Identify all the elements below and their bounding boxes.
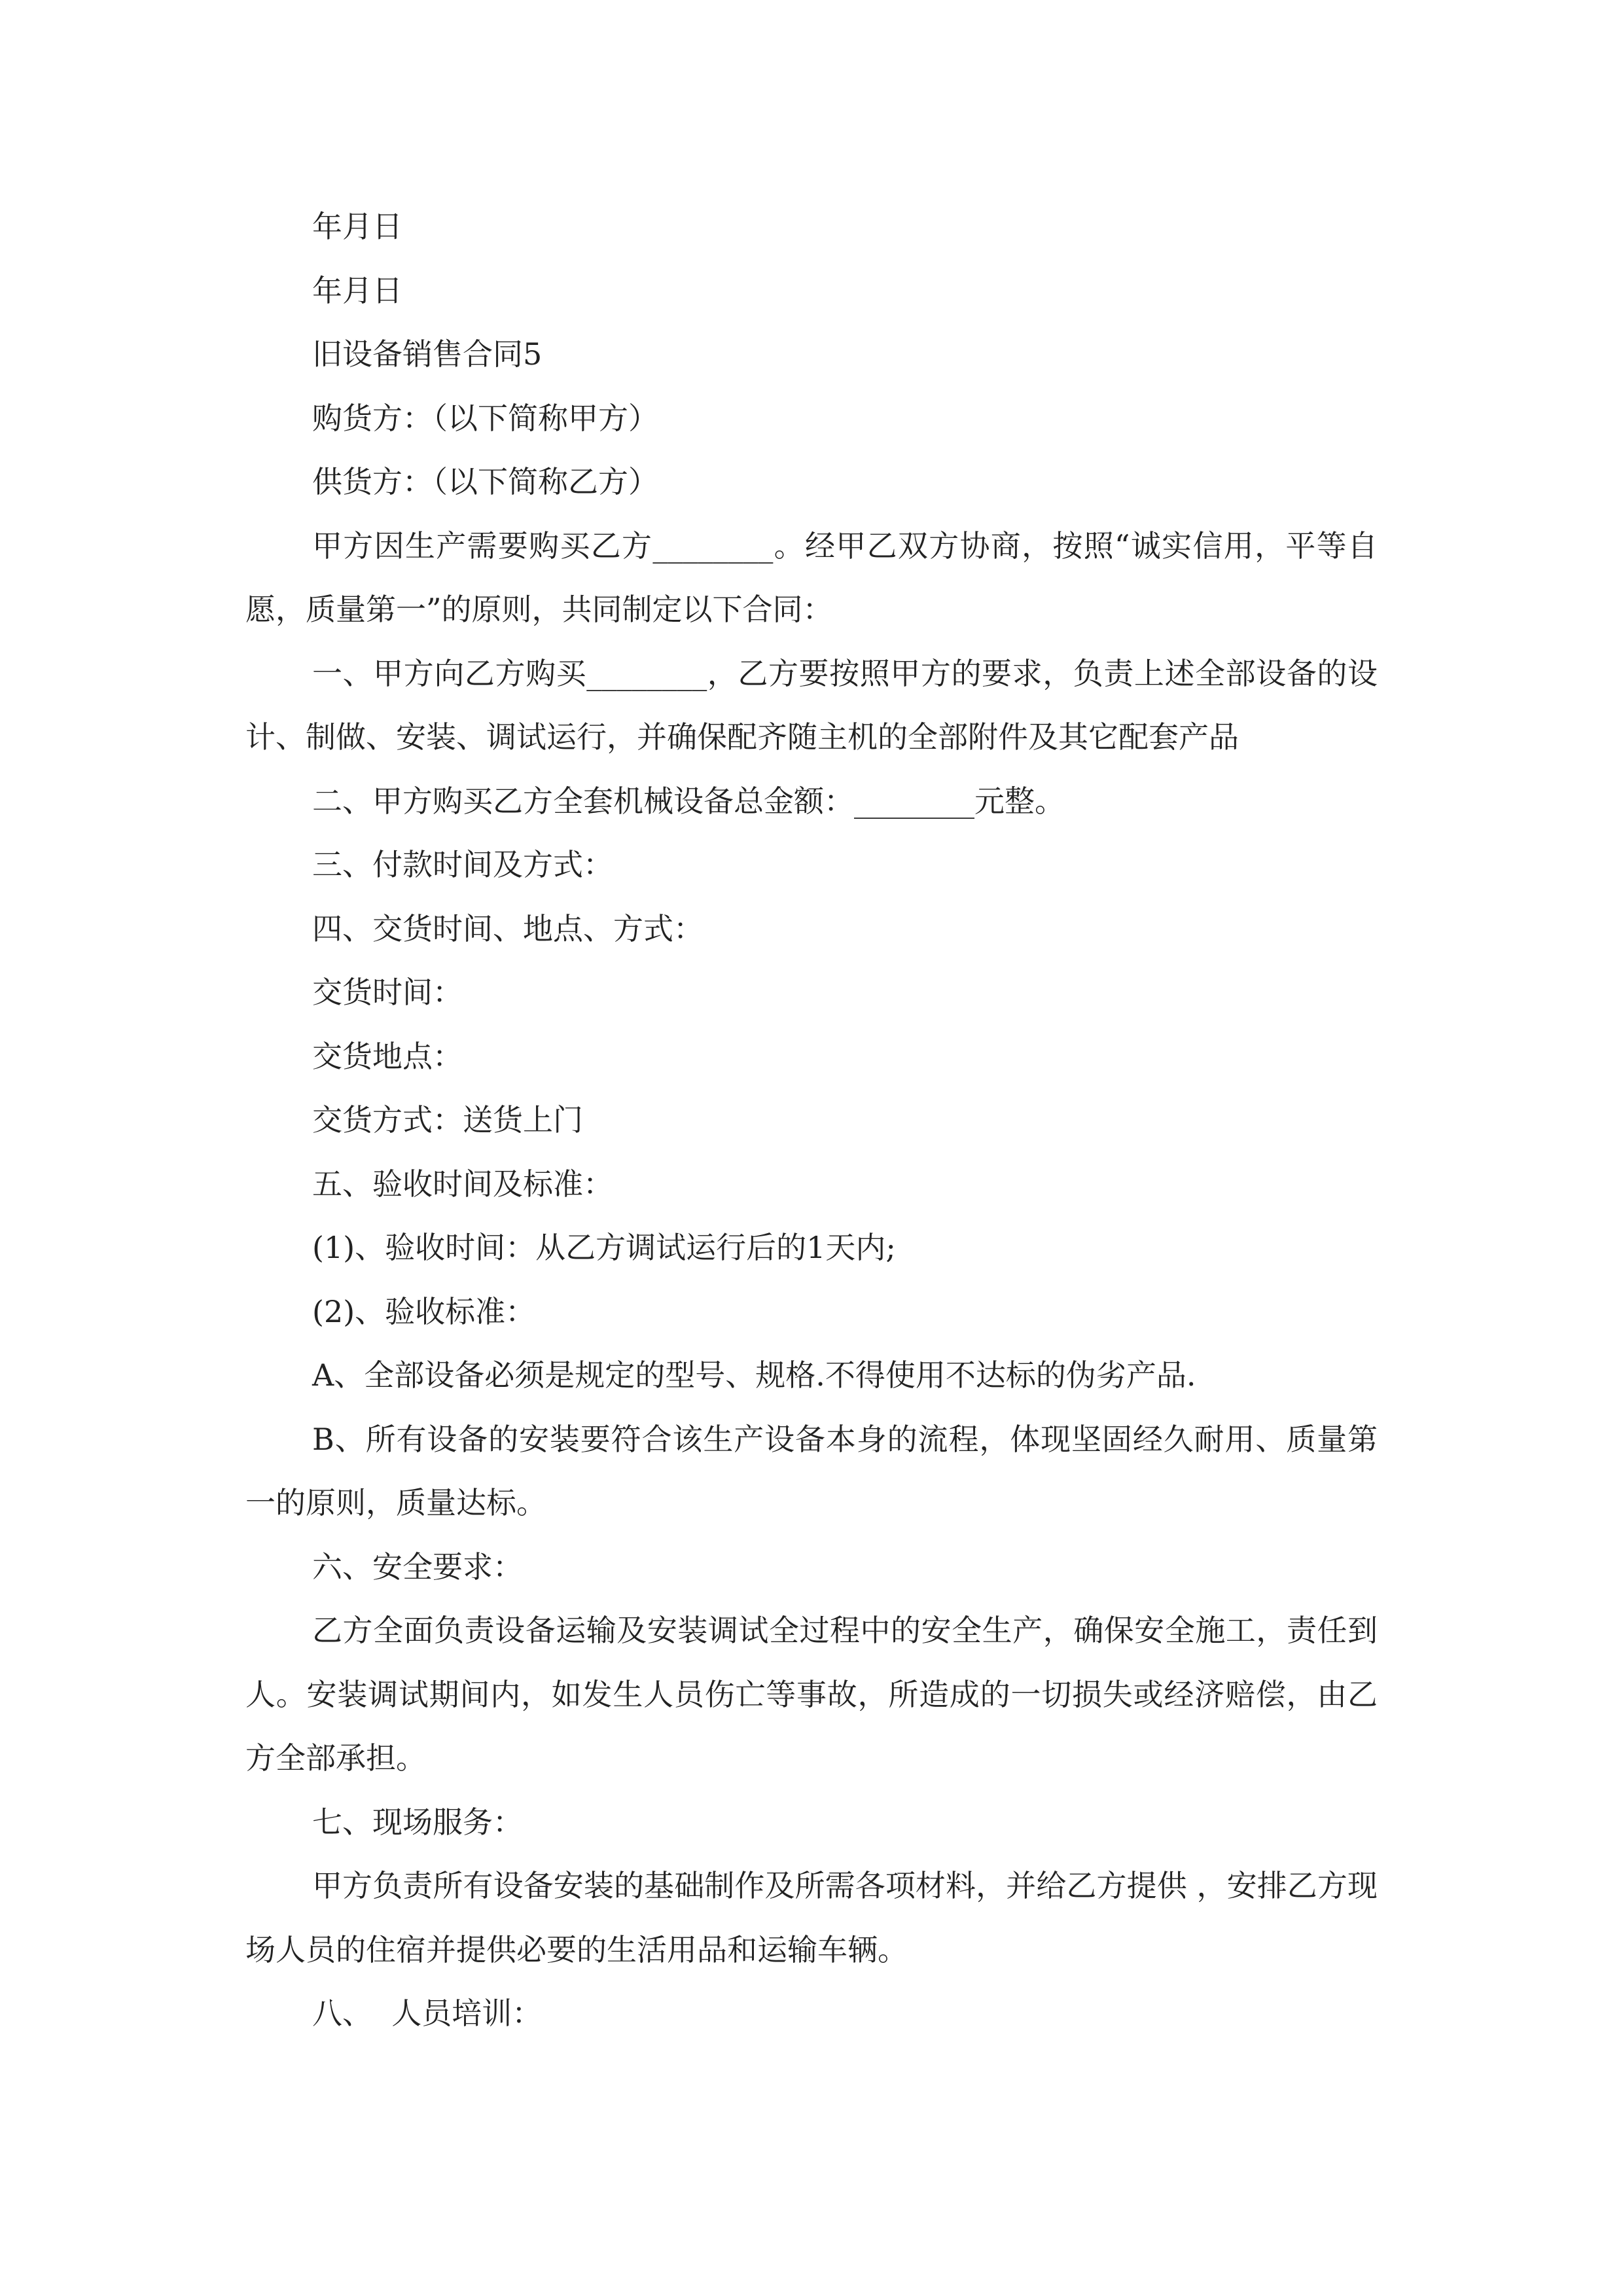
clause-8-heading: 八、 人员培训： [312,1996,543,2031]
safety-paragraph: 乙方全面负责设备运输及安装调试全过程中的安全生产，确保安全施工，责任到人。安装调试期间内，如发生人员伤亡等事故，所造成的一切损失或经济赔偿，由乙方全部承担。 [245,1613,1378,1776]
clause-4-heading: 四、交货时间、地点、方式： [312,910,704,946]
clause-6-heading: 六、安全要求： [312,1549,523,1585]
standard-a: A、全部设备必须是规定的型号、规格.不得使用不达标的伪劣产品. [312,1357,1196,1393]
acceptance-time: (1)、验收时间：从乙方调试运行后的1天内; [312,1230,896,1265]
onsite-service-paragraph: 甲方负责所有设备安装的基础制作及所需各项材料，并给乙方提供 ，安排乙方现场人员的住宿并提供必要的生活用品和运输车辆。 [245,1868,1378,1967]
delivery-time: 交货时间： [312,975,463,1010]
standard-b: B、所有设备的安装要符合该生产设备本身的流程，体现坚固经久耐用、质量第一的原则，质量达标。 [245,1421,1378,1520]
document-body [245,195,1378,2046]
preamble-paragraph: 甲方因生产需要购买乙方________。经甲乙双方协商，按照“诚实信用，平等自愿，质量第一”的原则，共同制定以下合同： [245,528,1378,627]
clause-1: 一、甲方向乙方购买________，乙方要按照甲方的要求，负责上述全部设备的设计、制做、安装、调试运行，并确保配齐随主机的全部附件及其它配套产品 [245,655,1378,755]
acceptance-standard: (2)、验收标准： [312,1293,536,1329]
date-line: 年月日 [312,209,402,244]
clause-5-heading: 五、验收时间及标准： [312,1166,613,1202]
contract-title: 旧设备销售合同5 [312,336,543,372]
buyer-line: 购货方：（以下简称甲方） [312,400,658,436]
delivery-method: 交货方式：送货上门 [312,1102,583,1138]
delivery-place: 交货地点： [312,1038,463,1074]
date-line: 年月日 [312,272,402,308]
supplier-line: 供货方：（以下简称乙方） [312,464,658,499]
clause-3-heading: 三、付款时间及方式： [312,847,613,882]
clause-2: 二、甲方购买乙方全套机械设备总金额：________元整。 [312,783,1065,819]
clause-7-heading: 七、现场服务： [312,1804,523,1840]
